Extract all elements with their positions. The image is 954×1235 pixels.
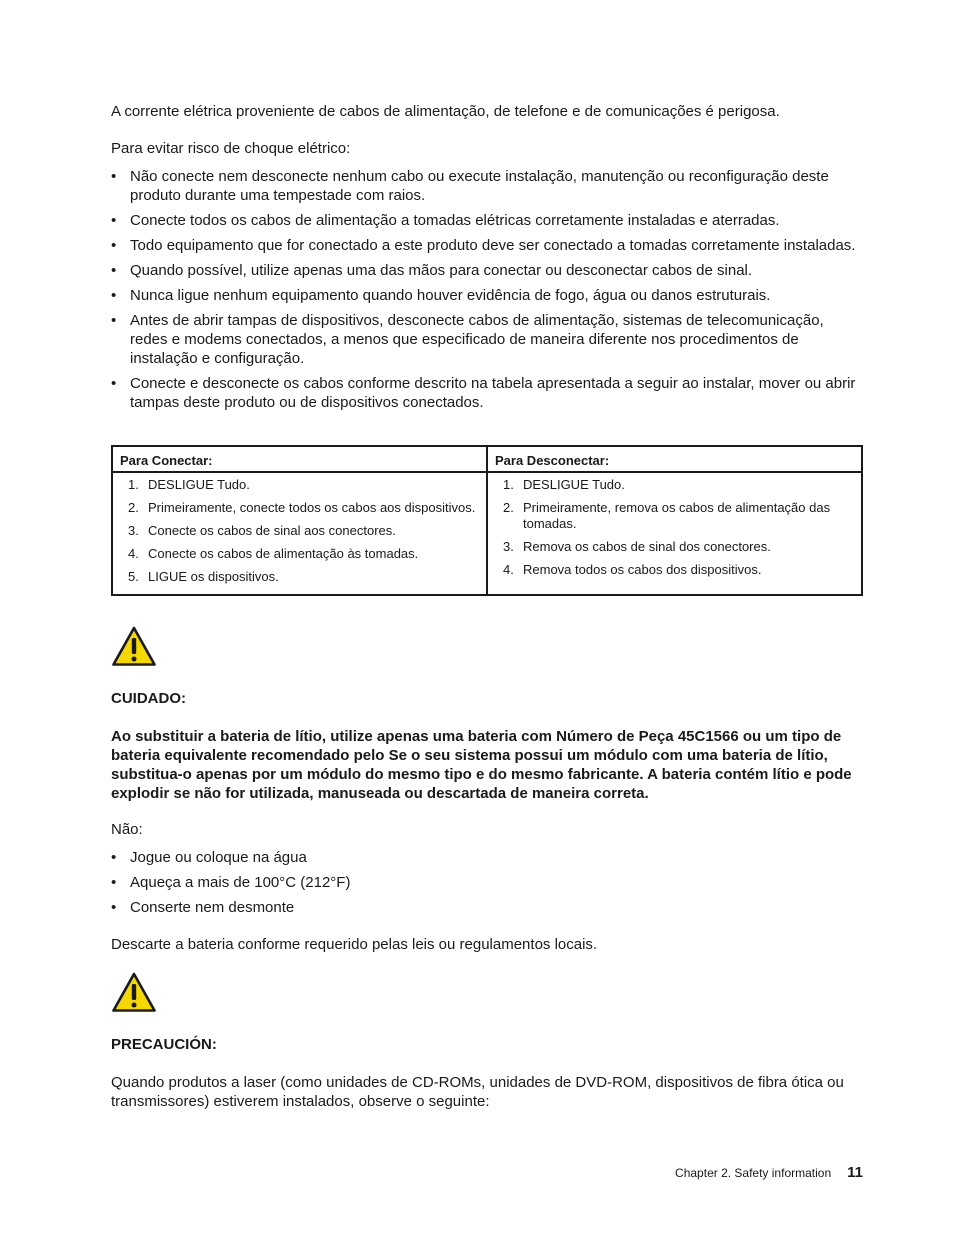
intro-paragraph: A corrente elétrica proveniente de cabos de alimentação, de telefone e de comunicações é perigosa. xyxy=(111,103,780,120)
disconnect-steps-cell xyxy=(487,472,862,595)
caution-text: Ao substituir a bateria de lítio, utilize apenas uma bateria com Número de Peça 45C1566 ou um tipo de bateria equivalente recomendado pelo Se o seu sistema possui um módulo com uma bateria de lítio, substitua-o apenas por um módulo do mesmo tipo e do mesmo fabricante. A bateria contém lítio e pode explodir se não for utilizada, manuseada ou descartada de maneira correta. xyxy=(111,728,852,802)
step-number: 2. xyxy=(503,500,514,515)
step-number: 4. xyxy=(503,562,514,577)
warning-triangle-icon xyxy=(111,625,157,667)
connect-disconnect-table xyxy=(111,445,863,596)
step-text: Conecte os cabos de alimentação às tomadas. xyxy=(148,546,419,561)
list-item: • Aqueça a mais de 100°C (212°F) xyxy=(111,873,863,892)
list-item xyxy=(495,477,854,493)
list-item: • Nunca ligue nenhum equipamento quando houver evidência de fogo, água ou danos estruturais. xyxy=(111,286,863,305)
battery-do-not-list xyxy=(111,848,863,923)
step-number: 3. xyxy=(503,539,514,554)
step-text: Remova todos os cabos dos dispositivos. xyxy=(523,562,762,577)
step-text: DESLIGUE Tudo. xyxy=(148,477,250,492)
page-number: 11 xyxy=(847,1164,863,1181)
step-text: LIGUE os dispositivos. xyxy=(148,569,279,584)
step-text: Primeiramente, conecte todos os cabos aos dispositivos. xyxy=(148,500,476,515)
step-text: Primeiramente, remova os cabos de alimentação das tomadas. xyxy=(523,500,831,531)
list-item xyxy=(495,500,854,532)
shock-safety-list xyxy=(111,167,863,418)
list-item: • Quando possível, utilize apenas uma das mãos para conectar ou desconectar cabos de sinal. xyxy=(111,261,863,280)
list-item xyxy=(120,477,479,493)
list-item xyxy=(120,546,479,562)
list-item xyxy=(120,500,479,516)
list-item: • Não conecte nem desconecte nenhum cabo ou execute instalação, manutenção ou reconfiguração deste produto durante uma tempestade com raios. xyxy=(111,167,863,205)
page-footer xyxy=(675,1165,863,1181)
list-item: • Jogue ou coloque na água xyxy=(111,848,863,867)
caution-title: CUIDADO: xyxy=(111,690,186,707)
table-row xyxy=(112,472,862,595)
list-item xyxy=(495,562,854,578)
avoid-shock-label: Para evitar risco de choque elétrico: xyxy=(111,140,351,157)
list-item xyxy=(120,523,479,539)
list-item: • Antes de abrir tampas de dispositivos, desconecte cabos de alimentação, sistemas de telecomunicação, redes e modems conectados, a menos que especificado de maneira diferente nos procedimentos de instalação e configuração. xyxy=(111,311,863,368)
connect-steps-list xyxy=(120,477,479,585)
list-item: • Conserte nem desmonte xyxy=(111,898,863,917)
list-item: • Conecte e desconecte os cabos conforme descrito na tabela apresentada a seguir ao instalar, mover ou abrir tampas deste produto ou de dispositivos conectados. xyxy=(111,374,863,412)
precaution-title: PRECAUCIÓN: xyxy=(111,1036,217,1053)
step-text: DESLIGUE Tudo. xyxy=(523,477,625,492)
connect-steps-cell xyxy=(112,472,487,595)
step-text: Conecte os cabos de sinal aos conectores. xyxy=(148,523,396,538)
list-item: • Conecte todos os cabos de alimentação a tomadas elétricas corretamente instaladas e aterradas. xyxy=(111,211,863,230)
step-number: 2. xyxy=(128,500,139,515)
do-not-label: Não: xyxy=(111,821,143,838)
step-number: 1. xyxy=(128,477,139,492)
step-number: 5. xyxy=(128,569,139,584)
dispose-paragraph: Descarte a bateria conforme requerido pelas leis ou regulamentos locais. xyxy=(111,936,598,953)
warning-triangle-icon xyxy=(111,971,157,1013)
laser-paragraph: Quando produtos a laser (como unidades de CD-ROMs, unidades de DVD-ROM, dispositivos de fibra ótica ou transmissores) estiverem instalados, observe o seguinte: xyxy=(111,1074,844,1110)
disconnect-steps-list xyxy=(495,477,854,578)
step-number: 4. xyxy=(128,546,139,561)
chapter-label: Chapter 2. Safety information xyxy=(675,1166,832,1180)
connect-column-header: Para Conectar: xyxy=(112,446,487,472)
disconnect-column-header: Para Desconectar: xyxy=(487,446,862,472)
list-item xyxy=(120,569,479,585)
list-item: • Todo equipamento que for conectado a este produto deve ser conectado a tomadas corretamente instaladas. xyxy=(111,236,863,255)
list-item xyxy=(495,539,854,555)
step-number: 1. xyxy=(503,477,514,492)
step-text: Remova os cabos de sinal dos conectores. xyxy=(523,539,771,554)
step-number: 3. xyxy=(128,523,139,538)
table-header-row xyxy=(112,446,862,472)
